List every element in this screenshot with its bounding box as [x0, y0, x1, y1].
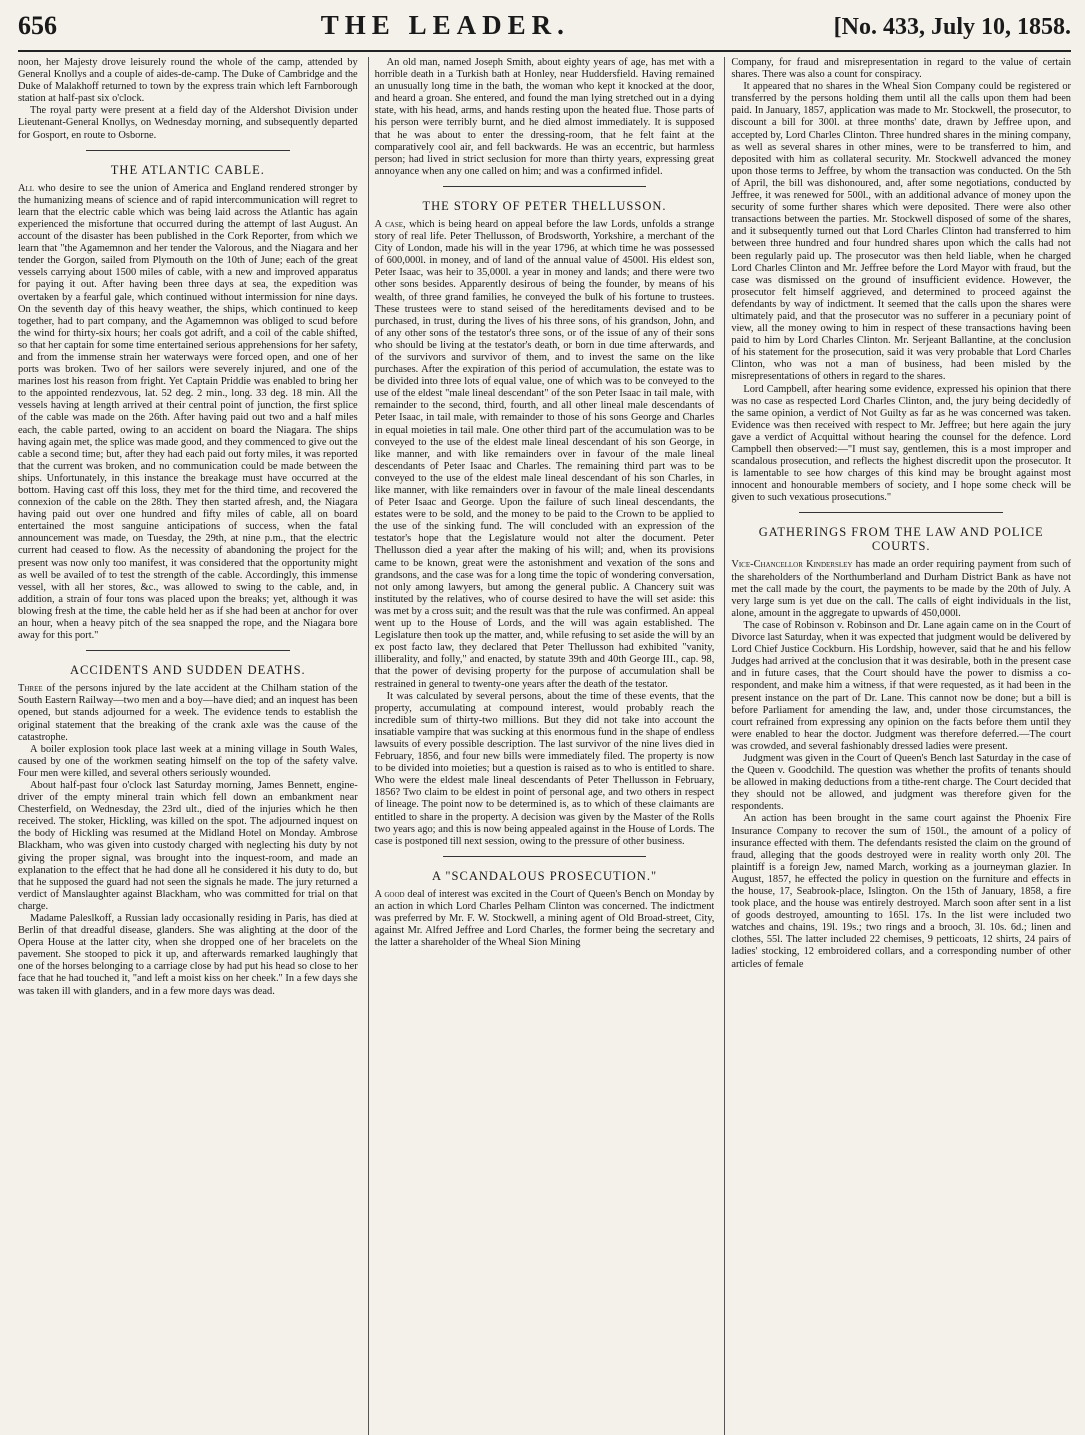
section-divider [86, 650, 290, 651]
article-paragraph: All who desire to see the union of America and England rendered stronger by the humanizing means of science and of rapid intercommunication will regret to learn that the electric cable which was being laid across the Atlantic has again experienced the misfortune that occurred during the attempt of last August. An account of the disaster has been published in the Cork Reporter, from which we learn that "the Agamemnon and her tender the Valorous, and the Niagara and her tender the Gorgon, sailed from Plymouth on the 10th of June; each of the great vessels carrying about 1500 miles of cable, with a new and improved apparatus for paying it out. After having been three days at sea, the expedition was overtaken by a fearful gale, which continued without intermission for nine days. On the seventh day of this heavy weather, the ships, which continued to keep together, had to part company, and the Agamemnon was obliged to scud before the wind for thirty-six hours; her coals got adrift, and a coil of the cable shifted, so that her captain for some time entertained serious apprehensions for her safety, and from the immense strain her waterways were forced open, and one of her ports was broken. Two of her sailors were severely injured, and one of the marines lost his reason from fright. Yet Captain Priddie was enabled to bring her to the appointed rendezvous, lat. 52 deg. 2 min., long. 33 deg. 18 min. All the vessels having at length arrived at their central point of junction, the first splice of the cable was made on the 26th. After having paid out two and a half miles each, the cable parted, owing to an accident on board the Niagara. The ships having again met, the splice was made good, and they commenced to give out the cable a second time; but, after they had each paid out forty miles, it was reported that the current was broken, and no communication could be made between the ships. Unfortunately, in this instance the breakage must have occurred at the bottom. Having cast off this loss, they met for the third time, and recovered the connexion of the cable on the 28th. They then started afresh, and, the Niagara having paid out over one hundred and fifty miles of cable, all on board entertained the most sanguine anticipations of success, when the fatal announcement was made, on Tuesday, the 29th, at nine p.m., that the electric current had ceased to flow. As the necessity of abandoning the project for the present was now only too manifest, it was considered that the opportunity might as well be availed of to test the strength of the cable. Accordingly, this immense vessel, with all her stores, &c., was allowed to swing to the cable, and, in addition, a strain of four tons was placed upon the breaks; yet, although it was blowing fresh at the time, the cable held her as if she had been at anchor for over an hour, when a heavy pitch of the sea snapped the rope, and the Niagara bore away for this port." [18, 182, 358, 642]
article-paragraph: Vice-Chancellor Kindersley has made an order requiring payment from such of the shareholders of the Northumberland and Durham District Bank as have not met the call made by the court, the payments to be made by the 20th of July. A very large sum is yet due on the call. The calls of eight individuals in the list, alone, amount in the aggregate to upwards of 450,000l. [731, 559, 1072, 619]
article-paragraph: Lord Campbell, after hearing some evidence, expressed his opinion that there was no case as respected Lord Charles Clinton, and, the jury being decidedly of the same opinion, a verdict of Not Guilty as far as he was concerned was taken. Evidence was then received with respect to Mr. Jeffree; but here again the jury gave a verdict of Acquittal without hearing the counsel for the defence. Lord Campbell then observed:—"I must say, gentlemen, this is a most improper and scandalous prosecution, and reflects the highest discredit upon the prosecutor. It is lamentable to see how charges of this kind may be brought against most innocent and honourable members of society, and I hope some check will be given to such vexatious prosecutions." [731, 383, 1072, 504]
lead-word: A good [374, 888, 405, 900]
section-heading-thellusson: THE STORY OF PETER THELLUSSON. [422, 198, 667, 213]
column-1 [18, 57, 358, 1435]
lead-word: A case, [374, 218, 406, 230]
article-paragraph: It appeared that no shares in the Wheal Sion Company could be registered or transferred by the persons holding them until all the calls upon them had been paid. In January, 1857, application was made to Mr. Stockwell, the prosecutor, to discount a bill for 300l. at three months' date, drawn by Jeffree upon, and accepted by, Lord Charles Clinton. Three hundred shares in the mining company, as well as several shares in other mines, were to be transferred to him, and deposited with him as collateral security. Mr. Stockwell advanced the money upon those terms to Jeffree, by whom the transaction was conducted. On the 5th of April, the bill was dishonoured, and, after some negotiations, conducted by Jeffree, it was renewed for 500l., with an additional advance of money upon the security of some further shares which were deposited. There were also other transactions between the parties. Mr. Stockwell disposed of some of the shares, and it subsequently turned out that Lord Charles Clinton had transferred to him between three hundred and four hundred shares upon which the calls had not been regularly paid up. The prosecutor was then held liable, when he charged Lord Charles Clinton and Mr. Jeffree before the Lord Mayor with fraud, but the case was dismissed on the ground of insufficient evidence. However, the prosecutor felt himself aggrieved, and determined to proceed against the defendants by way of indictment. It seemed that the calls upon the shares were ultimately paid, and that the prosecutor was no sufferer in a pecuniary point of view, all the money owing to him in respect of these transactions having been paid to him by Lord Charles Clinton. Mr. Serjeant Ballantine, at the conclusion of his statement for the prosecution, said it was very probable that Lord Charles Clinton, who was not a man of business, had been misled by the misrepresentations of others in regard to the shares. [731, 81, 1072, 383]
page-number: 656 [18, 11, 57, 40]
section-divider [86, 150, 290, 151]
article-paragraph: Madame Paleslkoff, a Russian lady occasionally residing in Paris, has died at Berlin of that dreadful disease, glanders. She was alighting at the door of the Opera House at the latter city, when she dropped one of her bracelets on the pavement. She stooped to pick it up, and afterwards remarked laughingly that one of the horses belonging to a carriage close by had put his head so close to her face that he had touched it, "and left a moist kiss on her cheek." In a few days she was taken ill with glanders, and in a few more days was dead. [18, 913, 358, 997]
paper-title: THE LEADER. [320, 10, 570, 40]
article-paragraph: noon, her Majesty drove leisurely round the whole of the camp, attended by General Knollys and a couple of aides-de-camp. The Duke of Cambridge and the Duke of Malakhoff returned to town by the express train which left Farnborough station at half-past six o'clock. [18, 57, 358, 105]
section-heading-accidents: ACCIDENTS AND SUDDEN DEATHS. [70, 663, 306, 678]
section-heading-atlantic-cable: THE ATLANTIC CABLE. [110, 162, 265, 177]
article-paragraph: Three of the persons injured by the late accident at the Chilham station of the South Eastern Railway—two men and a boy—have died; and an inquest has been opened, but stands adjourned for a week. The evidence tends to establish the original statement that the breaking of the crank axle was the cause of the catastrophe. [18, 683, 358, 743]
issue-info: [No. 433, July 10, 1858. [833, 14, 1071, 40]
section-divider [443, 186, 647, 187]
article-paragraph: About half-past four o'clock last Saturday morning, James Bennett, engine-driver of the empty mineral train which fell down an embankment near Chesterfield, on Wednesday, the 23rd ult., died of the injuries which he then received. The stoker, Hickling, was killed on the spot. The adjourned inquest on the body of Hickling was resumed at the Midland Hotel on Monday. Ambrose Blackham, who was given into custody charged with neglecting his duty by not giving the proper signal, was brought into the inquest-room, and made an explanation to the effect that he had done all he considered it his duty to do, but that he supposed the guard had not seen the signals he made. The jury returned a verdict of Manslaughter against Blackham, who was committed for trial on that charge. [18, 779, 358, 912]
section-divider [799, 512, 1003, 513]
article-paragraph: An old man, named Joseph Smith, about eighty years of age, has met with a horrible death in a Turkish bath at Honley, near Huddersfield. Having remained an unusually long time in the bath, the woman who kept it knocked at the door, and heard a groan. She entered, and found the man lying stretched out in a dying state, with his head, arms, and hands resting upon the heated flue. Those parts of his person were terribly burnt, and he died almost immediately. It is supposed that he was about to enter the dressing-room, that he felt faint at the comparatively cool air, and fell backwards. He was an eccentric, but harmless person; had lived in strict seclusion for more than thirty years, expressing great annoyance when any one called on him; and was a confirmed infidel. [374, 57, 715, 177]
section-divider [443, 856, 647, 857]
article-paragraph: A case, which is being heard on appeal before the law Lords, unfolds a strange story of real life. Peter Thellusson, of Brodsworth, Yorkshire, a merchant of the City of London, made his will in the year 1796, at which time he was possessed of 600,000l. in money, and of land of the annual value of 4500l. His eldest son, Peter Isaac, was heir to 35,000l. a year in money and lands; and there were two other sons besides. Apparently desirous of being the founder, by means of his wealth, of three grand families, he conveyed the bulk of his fortune to trustees. These trustees were to stand seised of the hereditaments devised and to be purchased, in trust, during the lives of his three sons, of his grandson, John, and of any other sons of the testator's three sons, or of the issue of any of their sons who should be living at the testator's death, or born in due time afterwards, and of the survivors and survivor of them, and to invest the same on the like purchases. After the expiration of this period of accumulation, the estate was to be divided into three lots of equal value, one of which was to be conveyed to the use of the eldest "male lineal descendant" of the son Peter Isaac in tail male, with remainder to the second, third, fourth, and all other lineal male descendants of Peter Isaac, in tail male, with remainder to those of his sons George and Charles in equal moieties in tail male. One other third part of the accumulation was to be conveyed to the use of the eldest male lineal descendant of his son George, in like manner, and with like remainders over in favour of the male lineal descendants of Peter Isaac and Charles. The remaining third part was to be conveyed to the use of the eldest male lineal descendant of his son Charles, in like manner, with like remainders over in favour of the male lineal descendants of Peter Isaac and George. Upon the failure of such lineal descendants, the estates were to be sold, and the money to be paid to the Crown to be applied to the use of the sinking fund. The will concluded with an expression of the testator's hope that the Legislature would not alter the document. Peter Thellusson died a year after the making of his will; and, when its provisions came to be known, great were the astonishment and vexation of the sons and grandsons, and the case was for a long time the topic of wondering conversation, not only among lawyers, but among the general public. A Chancery suit was instituted by the relatives, who of course desired to have the will set aside: this was met by a cross suit; and the result was that the rule was confirmed. An appeal went up to the House of Lords, and the will was again established. The Legislature then took up the matter, and, while refusing to set aside the will by an ex post facto law, they declared that Peter Thellusson had exhibited "vanity, illiberality, and folly," and enacted, by statute 39th and 40th George III., cap. 98, that the power of devising property for the purpose of accumulation shall be restrained in general to twenty-one years after the death of the testator. [374, 218, 715, 690]
lead-word: Vice-Chancellor Kindersley [731, 559, 853, 571]
article-paragraph: Judgment was given in the Court of Queen's Bench last Saturday in the case of the Queen v. Goodchild. The question was whether the profits of tenants should be allowed in making deductions from a tithe-rent charge. The Court decided that they should not be allowed, and judgment was therefore given for the respondents. [731, 752, 1072, 813]
masthead [18, 10, 1071, 52]
article-paragraph: The case of Robinson v. Robinson and Dr. Lane again came on in the Court of Divorce last Saturday, when it was expected that judgment would be delivered by Lord Chief Justice Cockburn. His Lordship, however, said that he and his fellow Judges had arrived at the conclusion that it was desirable, both in the present case and in future cases, that the Court should have the power to dismiss a co-respondent, and make him a witness, if that were requested, as it had been in the present instance on the part of Dr. Lane. This cannot now be done; but a bill is before Parliament for amending the law, and, under those circumstances, the court refrained from expressing any opinion on the facts before them until they were enabled to hear the doctor. Judgment was therefore deferred.—The court was crowded, and several fashionably dressed ladies were present. [731, 619, 1072, 752]
columns [18, 57, 1071, 1435]
section-heading-scandalous: A "SCANDALOUS PROSECUTION." [431, 868, 658, 883]
article-paragraph: An action has been brought in the same court against the Phoenix Fire Insurance Company to recover the sum of 150l., the amount of a policy of insurance effected with them. The defendants resisted the claim on the ground of fraud, alleging that the goods destroyed were in reality worth only 20l. The plaintiff is a foreign Jew, named March, working as a journeyman glazier. In August, 1857, he effected the policy in question on the furniture and effects in the house, 17, Seabrook-place, Islington. On the 15th of January, 1858, a fire took place, and the house was entirely destroyed. March soon after sent in a list of goods destroyed, amounting to 165l. 17s. In the list were included two watches and chains, 19l. 19s.; two rings and a brooch, 3l. 10s. 6d.; linen and clothes, 55l. The latter included 22 chemises, 9 petticoats, 12 shirts, 24 pairs of ladies' stocking, 12 embroidered collars, and a corresponding number of other articles of female [731, 813, 1072, 970]
column-2 [368, 57, 715, 1435]
column-3 [724, 57, 1071, 1435]
article-paragraph: The royal party were present at a field day of the Aldershot Division under Lieutenant-General Knollys, on Wednesday morning, and subsequently departed for Gosport, en route to Osborne. [18, 105, 358, 141]
article-paragraph: A boiler explosion took place last week at a mining village in South Wales, caused by one of the workmen seating himself on the top of the safety valve. Four men were killed, and several others seriously wounded. [18, 743, 358, 779]
lead-word: Three [18, 683, 43, 695]
section-heading-gatherings: GATHERINGS FROM THE LAW AND POLICE COURTS. [758, 525, 1044, 554]
article-paragraph: It was calculated by several persons, about the time of these events, that the property, accumulating at compound interest, would probably reach the incredible sum of thirty-two millions. But they did not take into account the insatiable vampire that was sucking at this enormous fund in the shape of endless lawsuits of every possible description. The last survivor of the nine lives died in February, 1856, and four new bills were immediately filed. The property is now to be divided into moieties; but a question is raised as to who is entitled to share. Who were the eldest male lineal descendants of Peter Thellusson in February, 1856? Two claim to be eldest in point of personal age, and two others in respect of lineage. The point now to be determined is, as to which of these claimants are entitled to share in the property. A decision was given by the Master of the Rolls two years ago; and this is now being appealed against in the House of Lords. The case is postponed till next session, owing to the pressure of other business. [374, 690, 715, 847]
article-paragraph: A good deal of interest was excited in the Court of Queen's Bench on Monday by an action in which Lord Charles Pelham Clinton was concerned. The indictment was preferred by Mr. F. W. Stockwell, a mining agent of Old Broad-street, City, against Mr. Alfred Jeffree and Lord Charles, the former being the secretary and the latter a shareholder of the Wheal Sion Mining [374, 888, 715, 949]
article-paragraph: Company, for fraud and misrepresentation in regard to the value of certain shares. There was also a count for conspiracy. [731, 57, 1072, 81]
lead-word: All [18, 182, 35, 194]
